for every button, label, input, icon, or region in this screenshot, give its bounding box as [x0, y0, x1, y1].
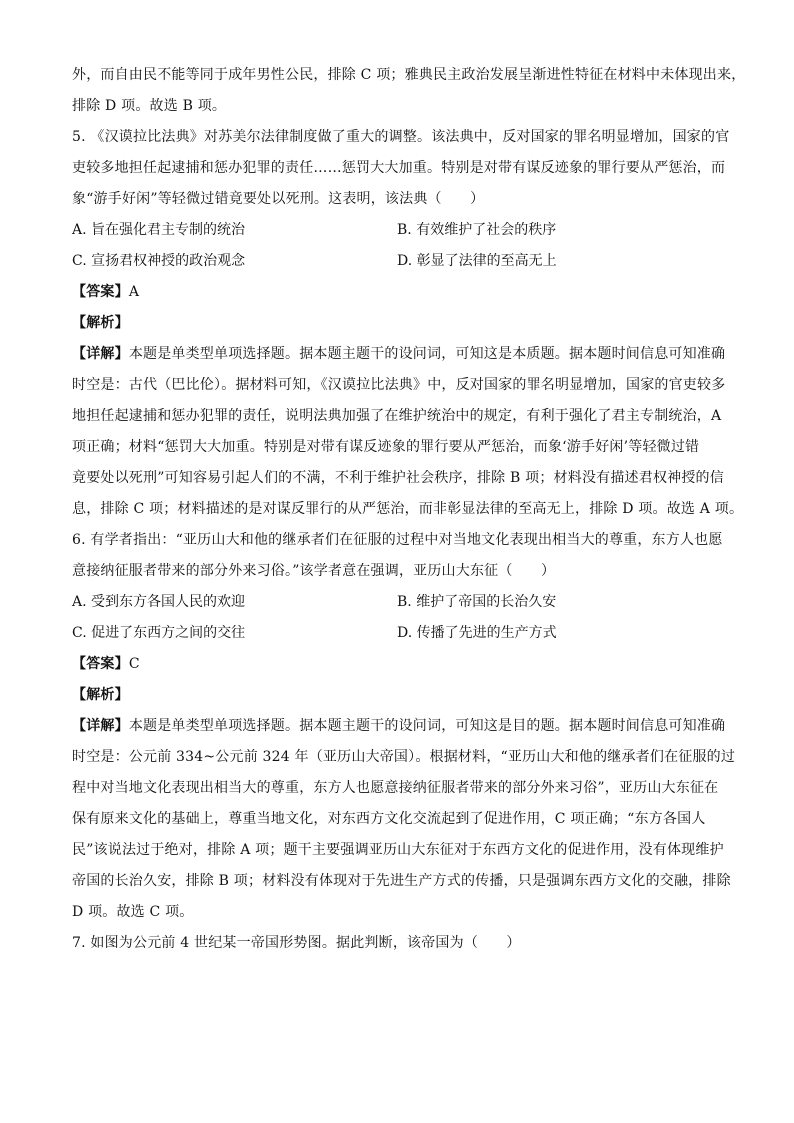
text-line: 项正确；材料“惩罚大大加重。特别是对带有谋反迹象的罪行要从严惩治，而象‘游手好闲’等轻微过错 — [72, 439, 700, 455]
analysis-label: 【解析】 — [72, 687, 129, 703]
option-a: A. 旨在强化君主专制的统治 — [72, 222, 246, 238]
document-page — [72, 60, 746, 959]
text-line: 外，而自由民不能等同于成年男性公民，排除 C 项；雅典民主政治发展呈渐进性特征在材料中未体现出来， — [72, 67, 746, 83]
text-line: 民”该说法过于绝对，排除 A 项；题干主要强调亚历山大东征对于东西方文化的促进作用，没有体现维护 — [72, 842, 724, 858]
text-line: 竟要处以死刑”可知容易引起人们的不满，不利于维护社会秩序，排除 B 项；材料没有描述君权神授的信 — [72, 470, 724, 486]
options-row — [72, 246, 732, 277]
text-line — [72, 339, 732, 370]
text-line: 时空是：公元前 334~公元前 324 年（亚历山大帝国）。根据材料，“亚历山大和他的继承者们在征服的过 — [72, 749, 736, 765]
question-7-stem: 7. 如图为公元前 4 世纪某一帝国形势图。据此判断，该帝国为（ ） — [72, 935, 521, 951]
option-c: C. 宣扬君权神授的政治观念 — [72, 253, 246, 269]
intro-paragraph — [72, 60, 746, 122]
text-line: 排除 D 项。故选 B 项。 — [72, 98, 227, 114]
detail-paragraph — [72, 711, 736, 928]
detail-label: 【详解】 — [72, 346, 129, 362]
text-line: 时空是：古代（巴比伦）。据材料可知，《汉谟拉比法典》中，反对国家的罪名明显增加，国家的官吏较多 — [72, 377, 726, 393]
text-line: 吏较多地担任起逮捕和惩办犯罪的责任……惩罚大大加重。特别是对带有谋反迹象的罪行要从严惩治，而 — [72, 160, 726, 176]
text-line: 5. 《汉谟拉比法典》对苏美尔法律制度做了重大的调整。该法典中，反对国家的罪名明显增加，国家的官 — [72, 129, 730, 145]
answer-label: 【答案】 — [72, 656, 129, 672]
options-row — [72, 587, 732, 618]
question-stem — [72, 122, 732, 215]
detail-text: 本题是单类型单项选择题。据本题主题干的设问词，可知这是本质题。据本题时间信息可知准确 — [128, 346, 726, 362]
option-b: B. 有效维护了社会的秩序 — [397, 222, 557, 238]
answer-label: 【答案】 — [72, 284, 129, 300]
question-5 — [72, 122, 744, 525]
text-line — [72, 711, 732, 742]
detail-label: 【详解】 — [72, 718, 129, 734]
option-a: A. 受到东方各国人民的欢迎 — [72, 594, 246, 610]
answer-line — [72, 649, 732, 680]
answer-value: A — [128, 284, 140, 300]
options-row — [72, 215, 732, 246]
option-c: C. 促进了东西方之间的交往 — [72, 625, 246, 641]
analysis-line — [72, 680, 732, 711]
text-line: 象“游手好闲”等轻微过错竟要处以死刑。这表明，该法典（ ） — [72, 191, 485, 207]
text-line: 意接纳征服者带来的部分外来习俗。”该学者意在强调，亚历山大东征（ ） — [72, 563, 556, 579]
text-line: D 项。故选 C 项。 — [72, 904, 194, 920]
detail-paragraph — [72, 339, 744, 525]
options-row — [72, 618, 732, 649]
text-line: 保有原来文化的基础上，尊重当地文化，对东西方文化交流起到了促进作用，C 项正确；“东方各国人 — [72, 811, 706, 827]
option-d: D. 传播了先进的生产方式 — [397, 625, 557, 641]
analysis-label: 【解析】 — [72, 315, 129, 331]
text-line: 6. 有学者指出：“亚历山大和他的继承者们在征服的过程中对当地文化表现出相当大的尊重，东方人也愿 — [72, 532, 723, 548]
text-line: 帝国的长治久安，排除 B 项；材料没有体现对于先进生产方式的传播，只是强调东西方文化的交融，排除 — [72, 873, 731, 889]
detail-text: 本题是单类型单项选择题。据本题主题干的设问词，可知这是目的题。据本题时间信息可知准确 — [128, 718, 726, 734]
text-line: 地担任起逮捕和惩办犯罪的责任，说明法典加强了在维护统治中的规定，有利于强化了君主专制统治，A — [72, 408, 722, 424]
question-stem — [72, 525, 732, 587]
answer-line — [72, 277, 732, 308]
question-6 — [72, 525, 736, 928]
option-b: B. 维护了帝国的长治久安 — [397, 594, 557, 610]
text-line: 程中对当地文化表现出相当大的尊重，东方人也愿意接纳征服者带来的部分外来习俗”，亚历山大东征在 — [72, 780, 719, 796]
analysis-line — [72, 308, 732, 339]
text-line: 息，排除 C 项；材料描述的是对谋反罪行的从严惩治，而非彰显法律的至高无上，排除 D 项。故选 A 项。 — [72, 501, 744, 517]
answer-value: C — [128, 656, 140, 672]
option-d: D. 彰显了法律的至高无上 — [397, 253, 557, 269]
